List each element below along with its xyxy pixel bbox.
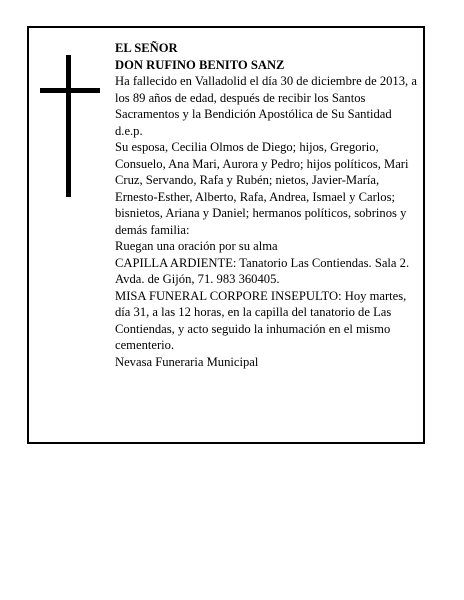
death-announcement: Ha fallecido en Valladolid el día 30 de diciembre de 2013, a los 89 años de edad, después de recibir los Santos Sacramentos y la Bendición Apostólica de Su Santidad [115,74,417,121]
prayer-request: Ruegan una oración por su alma [115,239,278,253]
cross-horizontal-bar [40,88,100,93]
notice-title-line-1: EL SEÑOR [115,41,178,55]
cross-icon [40,55,100,197]
rip-abbreviation: d.e.p. [115,123,143,138]
notice-text [115,40,419,370]
deceased-name: DON RUFINO BENITO SANZ [115,57,285,72]
cross-vertical-bar [66,55,71,197]
funeral-chapel-info: CAPILLA ARDIENTE: Tanatorio Las Contiendas. Sala 2. Avda. de Gijón, 71. 983 360405. [115,255,410,286]
death-notice-frame [27,26,425,444]
funeral-mass-info: MISA FUNERAL CORPORE INSEPULTO: Hoy martes, día 31, a las 12 horas, en la capilla del tanatorio de Las Contiendas, y acto seguido la inhumación en el mismo cementerio. [115,288,407,352]
funeral-home-name: Nevasa Funeraria Municipal [115,354,259,369]
family-list: Su esposa, Cecilia Olmos de Diego; hijos, Gregorio, Consuelo, Ana Mari, Aurora y Pedro; hijos políticos, Mari Cruz, Servando, Rafa y Rubén; nietos, Javier-María, Ernesto-Esther, Alberto, Rafa, Andrea, Ismael y Carlos; bisnietos, Ariana y Daniel; hermanos políticos, sobrinos y demás familia: [115,140,409,237]
